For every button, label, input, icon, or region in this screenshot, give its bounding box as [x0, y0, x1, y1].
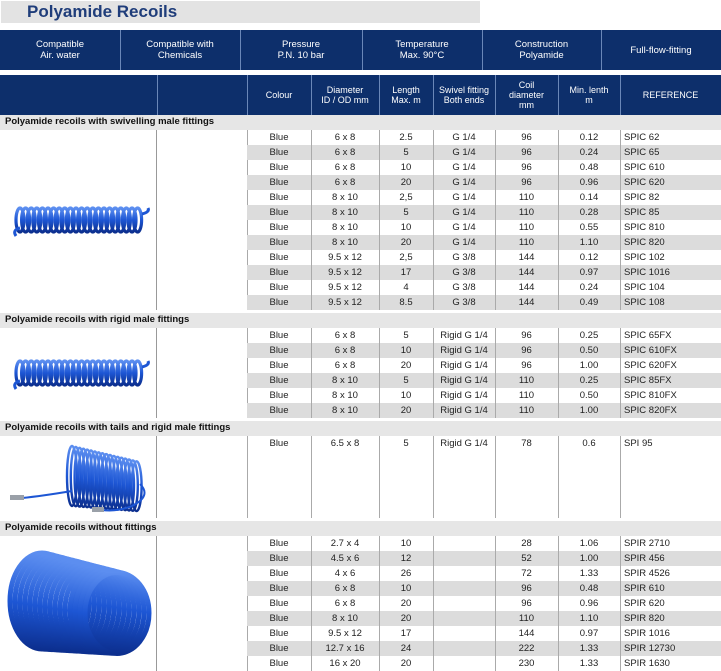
cell-length: 2.5 — [399, 132, 413, 143]
cell-colour: Blue — [269, 658, 289, 669]
cell-diameter: 8 x 10 — [332, 405, 358, 416]
cell-coil: 96 — [521, 598, 532, 609]
table-row — [247, 160, 721, 175]
cell-ref: SPIC 820 — [624, 237, 665, 248]
cell-length: 10 — [400, 345, 412, 356]
cell-length: 5 — [403, 207, 409, 218]
table-row — [247, 626, 721, 641]
cell-minlen: 0.48 — [579, 162, 599, 173]
section-rows — [247, 436, 721, 451]
header-blank-1 — [0, 75, 158, 115]
cell-coil: 110 — [518, 390, 535, 401]
cell-colour: Blue — [269, 643, 289, 654]
cell-minlen: 0.24 — [579, 147, 599, 158]
cell-length: 20 — [400, 360, 412, 371]
cell-length: 20 — [400, 658, 412, 669]
cell-coil: 110 — [518, 613, 535, 624]
cell-swivel — [433, 611, 495, 626]
cell-minlen: 1.10 — [579, 237, 599, 248]
cell-diameter: 6 x 8 — [334, 583, 356, 594]
cell-length: 5 — [403, 330, 409, 341]
cell-minlen: 0.48 — [579, 583, 599, 594]
cell-diameter: 8 x 10 — [332, 207, 358, 218]
cell-minlen: 0.97 — [579, 267, 599, 278]
cell-length: 20 — [400, 598, 412, 609]
cell-swivel — [433, 551, 495, 566]
cell-coil: 230 — [518, 658, 535, 669]
table-row — [247, 611, 721, 626]
cell-colour: Blue — [269, 207, 289, 218]
cell-ref: SPIC 620 — [624, 177, 665, 188]
feature-3: Pressure P.N. 10 bar — [240, 30, 363, 70]
cell-minlen: 1.00 — [579, 553, 599, 564]
cell-coil: 222 — [518, 643, 535, 654]
cell-colour: Blue — [269, 405, 289, 416]
cell-diameter: 9.5 x 12 — [328, 267, 362, 278]
cell-diameter: 2.7 x 4 — [330, 538, 360, 549]
cell-minlen: 1.06 — [579, 538, 599, 549]
cell-colour: Blue — [269, 222, 289, 233]
cell-ref: SPIR 456 — [624, 553, 665, 564]
cell-ref: SPIC 620FX — [624, 360, 677, 371]
cell-diameter: 9.5 x 12 — [328, 297, 362, 308]
feature-5: Construction Polyamide — [482, 30, 602, 70]
cell-diameter: 8 x 10 — [332, 375, 358, 386]
cell-colour: Blue — [269, 568, 289, 579]
cell-length: 8.5 — [399, 297, 413, 308]
cell-swivel: Rigid G 1/4 — [440, 390, 488, 401]
cell-coil: 96 — [521, 345, 532, 356]
table-row — [247, 343, 721, 358]
section-title: Polyamide recoils with tails and rigid male fittings — [5, 422, 231, 433]
cell-colour: Blue — [269, 538, 289, 549]
cell-diameter: 16 x 20 — [329, 658, 361, 669]
section-header — [0, 521, 721, 536]
cell-diameter: 8 x 10 — [332, 192, 358, 203]
cell-minlen: 0.6 — [582, 438, 596, 449]
cell-length: 20 — [400, 177, 412, 188]
section-title: Polyamide recoils with swivelling male fittings — [5, 116, 215, 127]
cell-diameter: 8 x 10 — [332, 613, 358, 624]
table-row — [247, 596, 721, 611]
cell-minlen: 0.96 — [579, 598, 599, 609]
cell-swivel: G 1/4 — [452, 222, 476, 233]
title-bar — [1, 1, 480, 23]
cell-colour: Blue — [269, 360, 289, 371]
cell-swivel: G 3/8 — [452, 267, 476, 278]
cell-coil: 72 — [521, 568, 532, 579]
cell-swivel: G 3/8 — [452, 297, 476, 308]
table-row — [247, 328, 721, 343]
cell-swivel: G 1/4 — [452, 207, 476, 218]
cell-ref: SPI 95 — [624, 438, 653, 449]
cell-minlen: 0.14 — [579, 192, 599, 203]
cell-colour: Blue — [269, 282, 289, 293]
table-row — [247, 250, 721, 265]
header-length: Length Max. m — [379, 75, 434, 115]
cell-ref: SPIC 85FX — [624, 375, 672, 386]
cell-colour: Blue — [269, 237, 289, 248]
cell-coil: 28 — [521, 538, 532, 549]
cell-coil: 96 — [521, 360, 532, 371]
section-rows — [247, 536, 721, 671]
cell-colour: Blue — [269, 132, 289, 143]
cell-coil: 96 — [521, 330, 532, 341]
table-row — [247, 145, 721, 160]
cell-ref: SPIC 82 — [624, 192, 660, 203]
cell-diameter: 8 x 10 — [332, 222, 358, 233]
feature-4: Temperature Max. 90°C — [362, 30, 483, 70]
cell-colour: Blue — [269, 613, 289, 624]
cell-length: 24 — [400, 643, 412, 654]
cell-minlen: 0.96 — [579, 177, 599, 188]
table-row — [247, 190, 721, 205]
cell-swivel: G 3/8 — [452, 252, 476, 263]
cell-ref: SPIR 4526 — [624, 568, 670, 579]
cell-diameter: 8 x 10 — [332, 390, 358, 401]
cell-minlen: 0.24 — [579, 282, 599, 293]
feature-6: Full-flow-fitting — [630, 44, 692, 56]
cell-swivel: G 1/4 — [452, 177, 476, 188]
cell-diameter: 6 x 8 — [334, 598, 356, 609]
section-header — [0, 115, 721, 130]
cell-length: 10 — [400, 390, 412, 401]
cell-diameter: 6.5 x 8 — [330, 438, 360, 449]
section-title: Polyamide recoils without fittings — [5, 522, 157, 533]
cell-ref: SPIC 810FX — [624, 390, 677, 401]
header-coil: Coil diameter mm — [495, 75, 559, 115]
table-row — [247, 235, 721, 250]
section-title: Polyamide recoils with rigid male fittings — [5, 314, 190, 325]
cell-colour: Blue — [269, 252, 289, 263]
header-colour: Colour — [247, 75, 312, 115]
cell-length: 17 — [400, 267, 412, 278]
cell-colour: Blue — [269, 345, 289, 356]
cell-coil: 144 — [518, 628, 535, 639]
cell-minlen: 1.33 — [579, 643, 599, 654]
cell-length: 10 — [400, 162, 412, 173]
cell-length: 5 — [403, 375, 409, 386]
cell-diameter: 9.5 x 12 — [328, 628, 362, 639]
cell-coil: 110 — [518, 222, 535, 233]
cell-minlen: 1.33 — [579, 658, 599, 669]
cell-ref: SPIC 810 — [624, 222, 665, 233]
cell-colour: Blue — [269, 330, 289, 341]
cell-diameter: 9.5 x 12 — [328, 282, 362, 293]
header-swivel: Swivel fitting Both ends — [433, 75, 496, 115]
product-image-blue-coiled-hose — [0, 536, 157, 671]
cell-swivel: G 1/4 — [452, 147, 476, 158]
cell-coil: 96 — [521, 132, 532, 143]
cell-coil: 96 — [521, 162, 532, 173]
product-image-blue-spiral-hose-with-swivel-fittings — [0, 130, 157, 310]
cell-ref: SPIC 102 — [624, 252, 665, 263]
table-row — [247, 295, 721, 310]
table-row — [247, 536, 721, 551]
cell-colour: Blue — [269, 583, 289, 594]
cell-coil: 110 — [518, 207, 535, 218]
cell-coil: 110 — [518, 405, 535, 416]
table-row — [247, 551, 721, 566]
cell-ref: SPIR 820 — [624, 613, 665, 624]
cell-coil: 110 — [518, 375, 535, 386]
cell-minlen: 1.10 — [579, 613, 599, 624]
cell-minlen: 0.50 — [579, 345, 599, 356]
cell-coil: 96 — [521, 147, 532, 158]
cell-colour: Blue — [269, 390, 289, 401]
cell-length: 5 — [403, 147, 409, 158]
cell-ref: SPIR 2710 — [624, 538, 670, 549]
table-row — [247, 175, 721, 190]
cell-ref: SPIC 610FX — [624, 345, 677, 356]
cell-colour: Blue — [269, 438, 289, 449]
section-header — [0, 421, 721, 436]
cell-coil: 144 — [518, 267, 535, 278]
cell-minlen: 0.12 — [579, 252, 599, 263]
product-image-blue-spiral-hose-with-rigid-fittings — [0, 328, 157, 418]
cell-diameter: 12.7 x 16 — [325, 643, 365, 654]
cell-minlen: 0.28 — [579, 207, 599, 218]
cell-ref: SPIC 65FX — [624, 330, 672, 341]
cell-coil: 96 — [521, 583, 532, 594]
cell-ref: SPIC 108 — [624, 297, 665, 308]
table-row — [247, 581, 721, 596]
cell-swivel: Rigid G 1/4 — [440, 375, 488, 386]
page-title: Polyamide Recoils — [27, 2, 178, 21]
cell-diameter: 6 x 8 — [334, 132, 356, 143]
cell-ref: SPIR 610 — [624, 583, 665, 594]
cell-swivel: G 1/4 — [452, 132, 476, 143]
cell-swivel: Rigid G 1/4 — [440, 330, 488, 341]
cell-colour: Blue — [269, 192, 289, 203]
table-row — [247, 436, 721, 451]
cell-ref: SPIC 65 — [624, 147, 660, 158]
feature-2: Compatible with Chemicals — [120, 30, 241, 70]
cell-colour: Blue — [269, 162, 289, 173]
cell-diameter: 4.5 x 6 — [330, 553, 360, 564]
cell-colour: Blue — [269, 297, 289, 308]
table-row — [247, 641, 721, 656]
cell-diameter: 6 x 8 — [334, 177, 356, 188]
product-image-blue-spiral-hose-with-tails — [0, 436, 157, 518]
cell-coil: 144 — [518, 297, 535, 308]
cell-swivel: Rigid G 1/4 — [440, 345, 488, 356]
table-row — [247, 388, 721, 403]
cell-ref: SPIR 1630 — [624, 658, 670, 669]
cell-minlen: 0.97 — [579, 628, 599, 639]
cell-length: 12 — [400, 553, 412, 564]
cell-diameter: 9.5 x 12 — [328, 252, 362, 263]
cell-length: 20 — [400, 613, 412, 624]
cell-swivel — [433, 626, 495, 641]
cell-length: 20 — [400, 405, 412, 416]
cell-colour: Blue — [269, 177, 289, 188]
cell-length: 10 — [400, 538, 412, 549]
header-ref: REFERENCE — [620, 75, 721, 115]
cell-swivel — [433, 596, 495, 611]
header-minlen: Min. lenth m — [558, 75, 621, 115]
cell-swivel — [433, 581, 495, 596]
cell-swivel: G 3/8 — [452, 282, 476, 293]
cell-coil: 144 — [518, 252, 535, 263]
cell-swivel: Rigid G 1/4 — [440, 360, 488, 371]
cell-minlen: 1.33 — [579, 568, 599, 579]
cell-diameter: 8 x 10 — [332, 237, 358, 248]
cell-length: 4 — [403, 282, 409, 293]
cell-ref: SPIC 820FX — [624, 405, 677, 416]
section-header — [0, 313, 721, 328]
cell-minlen: 1.00 — [579, 405, 599, 416]
table-row — [247, 358, 721, 373]
cell-colour: Blue — [269, 553, 289, 564]
cell-colour: Blue — [269, 267, 289, 278]
cell-length: 26 — [400, 568, 412, 579]
feature-1: Compatible Air. water — [0, 30, 121, 70]
cell-coil: 78 — [521, 438, 532, 449]
cell-coil: 110 — [518, 192, 535, 203]
header-blank-2 — [157, 75, 248, 115]
cell-coil: 52 — [521, 553, 532, 564]
cell-ref: SPIR 1016 — [624, 628, 670, 639]
cell-length: 2,5 — [399, 192, 413, 203]
cell-diameter: 6 x 8 — [334, 360, 356, 371]
table-row — [247, 373, 721, 388]
cell-diameter: 6 x 8 — [334, 162, 356, 173]
cell-ref: SPIC 104 — [624, 282, 665, 293]
cell-minlen: 0.12 — [579, 132, 599, 143]
table-row — [247, 280, 721, 295]
cell-ref: SPIC 610 — [624, 162, 665, 173]
cell-swivel: Rigid G 1/4 — [440, 438, 488, 449]
cell-swivel — [433, 536, 495, 551]
cell-coil: 144 — [518, 282, 535, 293]
cell-ref: SPIR 12730 — [624, 643, 676, 654]
cell-swivel: Rigid G 1/4 — [440, 405, 488, 416]
cell-swivel: G 1/4 — [452, 162, 476, 173]
cell-minlen: 0.50 — [579, 390, 599, 401]
cell-coil: 96 — [521, 177, 532, 188]
cell-minlen: 0.49 — [579, 297, 599, 308]
cell-swivel: G 1/4 — [452, 192, 476, 203]
cell-length: 5 — [403, 438, 409, 449]
cell-minlen: 0.55 — [579, 222, 599, 233]
cell-colour: Blue — [269, 628, 289, 639]
section-rows — [247, 130, 721, 310]
feature-header — [0, 30, 721, 70]
cell-length: 10 — [400, 583, 412, 594]
cell-colour: Blue — [269, 375, 289, 386]
section-rows — [247, 328, 721, 418]
cell-diameter: 6 x 8 — [334, 345, 356, 356]
cell-minlen: 0.25 — [579, 375, 599, 386]
cell-diameter: 4 x 6 — [334, 568, 356, 579]
cell-swivel — [433, 641, 495, 656]
cell-ref: SPIC 62 — [624, 132, 660, 143]
table-header — [0, 75, 721, 115]
cell-swivel: G 1/4 — [452, 237, 476, 248]
table-row — [247, 403, 721, 418]
cell-colour: Blue — [269, 147, 289, 158]
cell-minlen: 1.00 — [579, 360, 599, 371]
cell-ref: SPIC 1016 — [624, 267, 670, 278]
cell-length: 20 — [400, 237, 412, 248]
table-row — [247, 265, 721, 280]
cell-diameter: 6 x 8 — [334, 330, 356, 341]
table-row — [247, 566, 721, 581]
cell-length: 2,5 — [399, 252, 413, 263]
table-row — [247, 130, 721, 145]
header-diameter: Diameter ID / OD mm — [311, 75, 380, 115]
cell-length: 10 — [400, 222, 412, 233]
cell-length: 17 — [400, 628, 412, 639]
cell-ref: SPIC 85 — [624, 207, 660, 218]
cell-swivel — [433, 566, 495, 581]
table-row — [247, 220, 721, 235]
cell-coil: 110 — [518, 237, 535, 248]
cell-colour: Blue — [269, 598, 289, 609]
cell-minlen: 0.25 — [579, 330, 599, 341]
cell-ref: SPIR 620 — [624, 598, 665, 609]
table-row — [247, 205, 721, 220]
cell-diameter: 6 x 8 — [334, 147, 356, 158]
